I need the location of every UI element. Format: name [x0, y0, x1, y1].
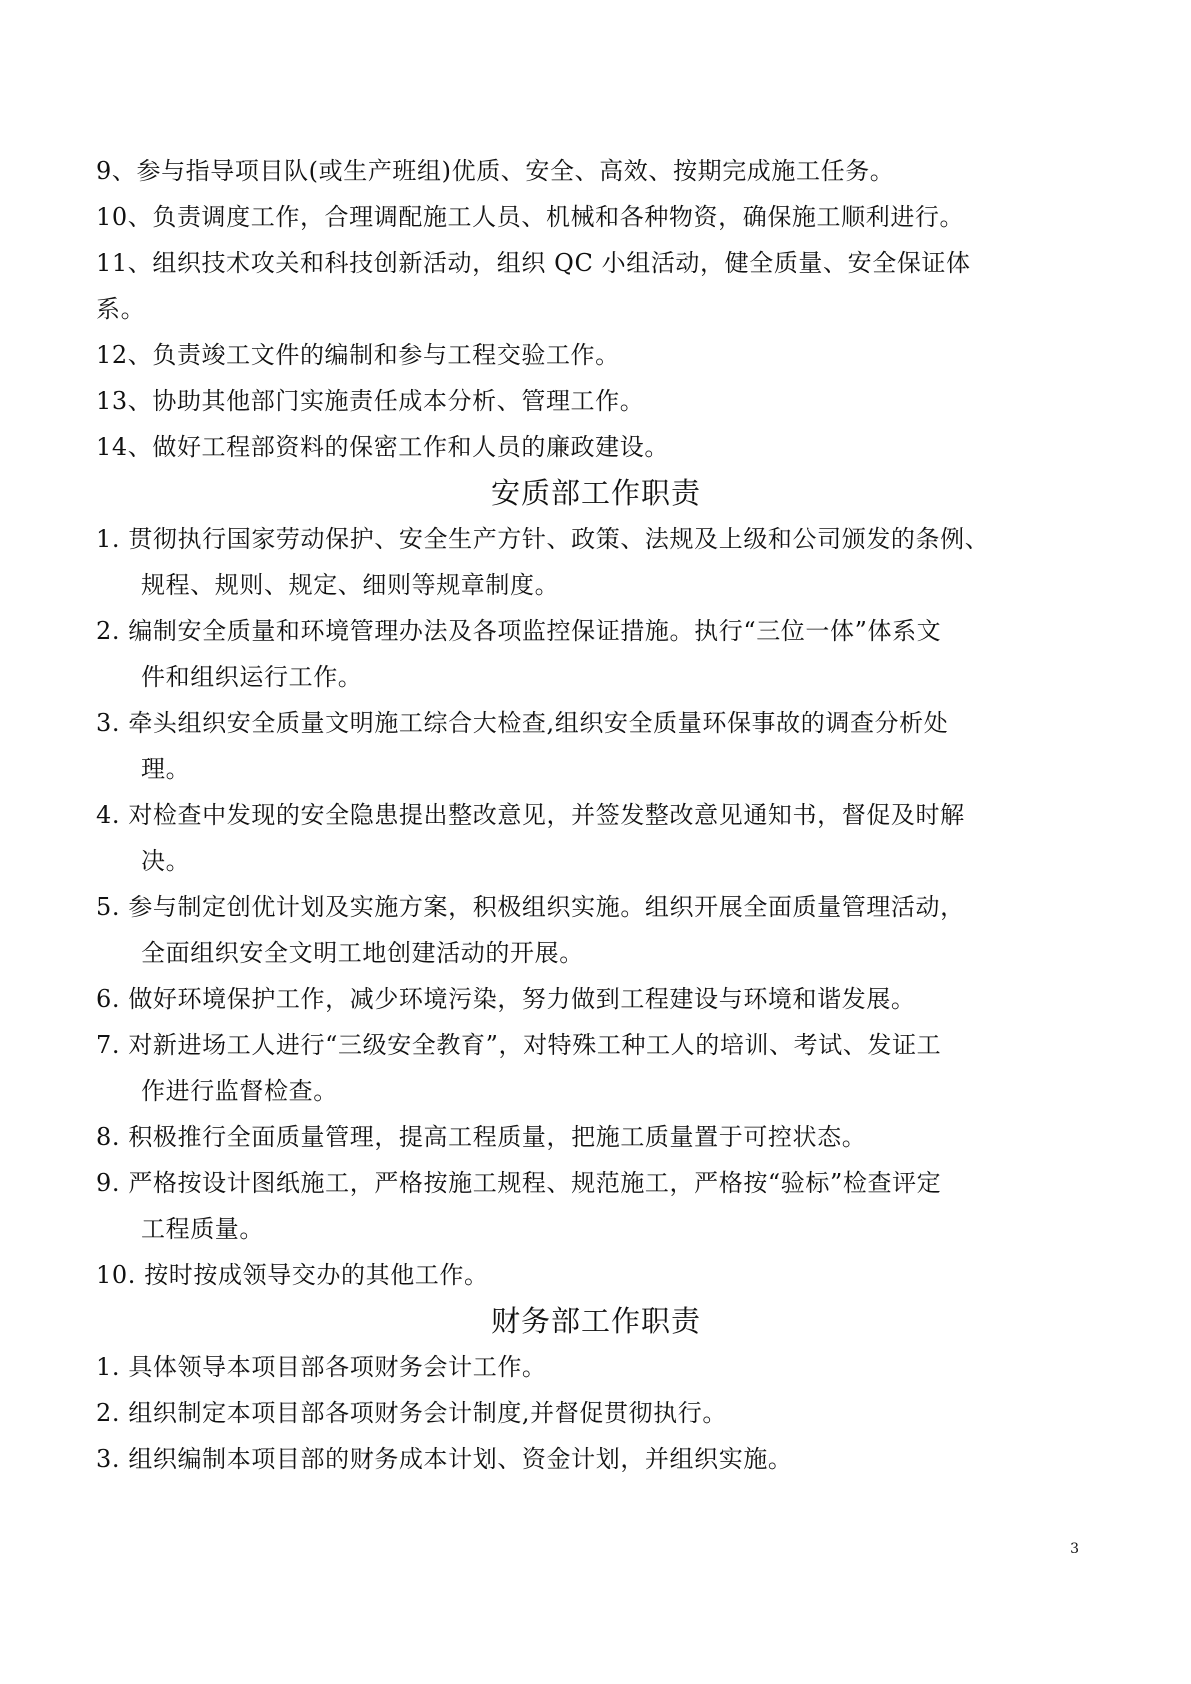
duty-line: 系。 [96, 295, 146, 323]
duty-line: 7. 对新进场工人进行“三级安全教育”，对特殊工种工人的培训、考试、发证工 [96, 1031, 942, 1059]
duty-line: 1. 贯彻执行国家劳动保护、安全生产方针、政策、法规及上级和公司颁发的条例、 [96, 525, 990, 553]
duty-line-continuation: 件和组织运行工作。 [141, 663, 363, 691]
safety-duties [96, 516, 1096, 1298]
duty-line-continuation: 理。 [141, 755, 191, 783]
duty-line-continuation: 决。 [141, 847, 191, 875]
document-body [96, 148, 1096, 1482]
duty-line: 5. 参与制定创优计划及实施方案，积极组织实施。组织开展全面质量管理活动， [96, 893, 965, 921]
duty-line: 6. 做好环境保护工作，减少环境污染，努力做到工程建设与环境和谐发展。 [96, 985, 916, 1013]
duty-line: 13、协助其他部门实施责任成本分析、管理工作。 [96, 387, 645, 415]
finance-section-title: 财务部工作职责 [490, 1304, 701, 1338]
duty-line-continuation: 全面组织安全文明工地创建活动的开展。 [141, 939, 584, 967]
duty-line: 10. 按时按成领导交办的其他工作。 [96, 1261, 489, 1289]
finance-duties [96, 1344, 1096, 1482]
duty-line: 2. 组织制定本项目部各项财务会计制度,并督促贯彻执行。 [96, 1399, 727, 1427]
duty-line: 4. 对检查中发现的安全隐患提出整改意见，并签发整改意见通知书，督促及时解 [96, 801, 965, 829]
duty-line: 10、负责调度工作，合理调配施工人员、机械和各种物资，确保施工顺利进行。 [96, 203, 965, 231]
page-number: 3 [1070, 1541, 1079, 1557]
duty-line: 3. 牵头组织安全质量文明施工综合大检查,组织安全质量环保事故的调查分析处 [96, 709, 949, 737]
duty-line: 11、组织技术攻关和科技创新活动，组织 QC 小组活动，健全质量、安全保证体 [96, 249, 971, 277]
duty-line: 2. 编制安全质量和环境管理办法及各项监控保证措施。执行“三位一体”体系文 [96, 617, 942, 645]
duty-line: 9. 严格按设计图纸施工，严格按施工规程、规范施工，严格按“验标”检查评定 [96, 1169, 942, 1197]
duty-line: 3. 组织编制本项目部的财务成本计划、资金计划，并组织实施。 [96, 1445, 793, 1473]
duty-line-continuation: 作进行监督检查。 [141, 1077, 338, 1105]
duty-line: 1. 具体领导本项目部各项财务会计工作。 [96, 1353, 547, 1381]
engineering-duties-continued [96, 148, 1096, 470]
safety-section-title: 安质部工作职责 [490, 476, 701, 510]
duty-line: 8. 积极推行全面质量管理，提高工程质量，把施工质量置于可控状态。 [96, 1123, 867, 1151]
duty-line-continuation: 规程、规则、规定、细则等规章制度。 [141, 571, 560, 599]
duty-line-continuation: 工程质量。 [141, 1215, 264, 1243]
duty-line: 14、做好工程部资料的保密工作和人员的廉政建设。 [96, 433, 669, 461]
duty-line: 12、负责竣工文件的编制和参与工程交验工作。 [96, 341, 620, 369]
duty-line: 9、参与指导项目队(或生产班组)优质、安全、高效、按期完成施工任务。 [96, 157, 895, 185]
